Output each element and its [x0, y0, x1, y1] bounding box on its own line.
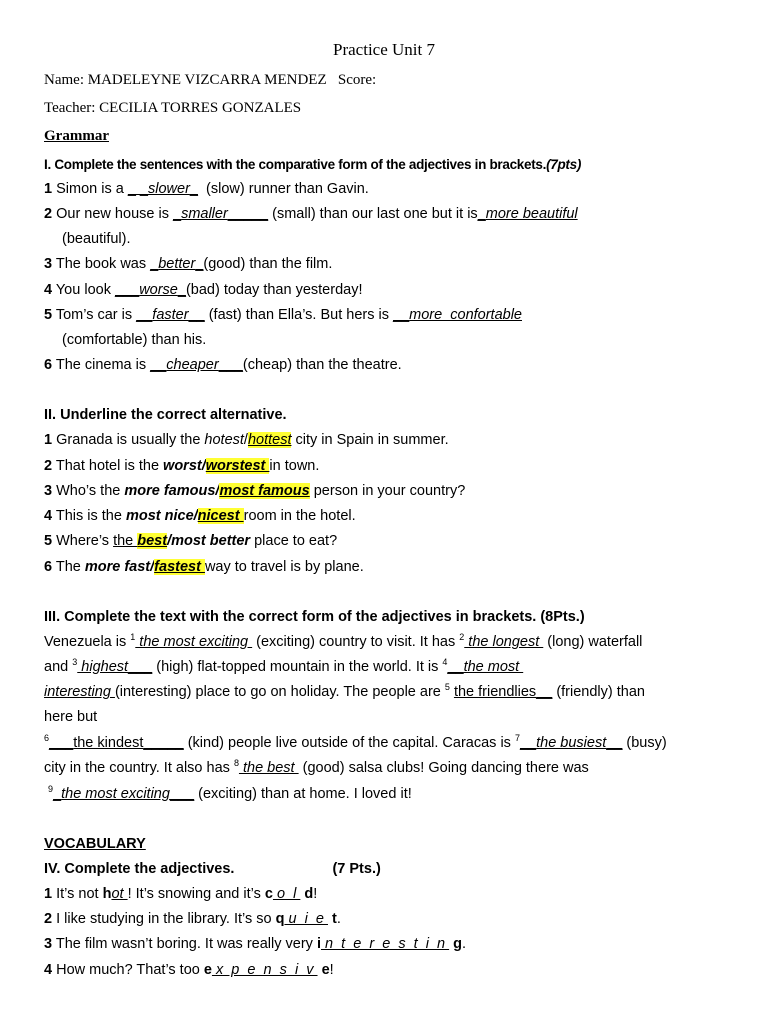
answer: the busiest	[536, 735, 607, 751]
item-number: 3	[44, 936, 53, 952]
answer: u i e	[284, 911, 328, 927]
blank: ___	[218, 357, 243, 373]
s4-item-2	[44, 909, 341, 929]
given-letter: q	[275, 911, 285, 927]
answer: the most	[463, 659, 524, 675]
s2-item-1	[44, 430, 449, 450]
teacher-label: Teacher:	[44, 100, 96, 116]
given-letter: e	[203, 962, 212, 978]
selected-option: nicest	[197, 508, 244, 524]
item-number: 5	[44, 533, 53, 549]
item-text: (cheap) than the theatre.	[242, 357, 402, 373]
s1-item-5	[44, 305, 522, 325]
gap-number: 5	[444, 682, 450, 693]
passage-text: (high) flat-topped mountain in the world. It is	[152, 659, 443, 675]
item-text: I like studying in the library. It’s so	[52, 911, 276, 927]
item-text: (good) than the film.	[203, 256, 333, 272]
passage-text: (long) waterfall	[543, 634, 643, 650]
s1-item-3	[44, 254, 332, 274]
s1-item-4	[44, 280, 362, 300]
s3-line-7	[44, 784, 412, 804]
given-letter: e	[321, 962, 330, 978]
item-text: .	[336, 911, 341, 927]
item-number: 3	[44, 256, 53, 272]
section-3-heading: III. Complete the text with the correct form of the adjectives in brackets. (8Pts.)	[44, 609, 585, 625]
answer: cheaper	[166, 357, 219, 373]
answer: the most exciting	[135, 634, 253, 650]
blank: __	[393, 307, 410, 323]
blank: _	[195, 256, 204, 272]
section-1-heading	[44, 155, 581, 175]
separator: /	[243, 432, 248, 448]
section-4-points: (7 Pts.)	[332, 861, 381, 877]
answer: the kindest	[73, 735, 144, 751]
s4-item-1	[44, 884, 317, 904]
option: most better	[171, 533, 251, 549]
item-text: place to eat?	[250, 533, 338, 549]
section-4-heading	[44, 859, 381, 879]
answer: the best	[238, 760, 299, 776]
item-text: person in your country?	[309, 483, 466, 499]
answer: smaller	[181, 206, 228, 222]
answer: ot	[111, 886, 128, 902]
item-number: 4	[44, 962, 53, 978]
s2-item-3	[44, 481, 465, 501]
s3-line-1	[44, 632, 642, 652]
option: worst	[163, 458, 202, 474]
item-number: 1	[44, 181, 53, 197]
item-number: 2	[44, 458, 53, 474]
answer: interesting	[44, 684, 115, 700]
item-text: (small) than our last one but it is	[268, 206, 478, 222]
item-number: 3	[44, 483, 53, 499]
teacher-name: CECILIA TORRES GONZALES	[99, 100, 302, 116]
blank: _____	[143, 735, 184, 751]
gap-number: 8	[233, 758, 239, 769]
gap-number: 9	[48, 784, 54, 795]
student-name: MADELEYNE VIZCARRA MENDEZ	[87, 72, 327, 88]
given-letter: d	[304, 886, 314, 902]
blank: __	[150, 357, 167, 373]
blank: __	[447, 659, 464, 675]
gap-number: 6	[44, 733, 50, 744]
item-text: !	[329, 962, 334, 978]
item-text: The	[52, 559, 85, 575]
passage-text: (exciting) than at home. I loved it!	[194, 786, 412, 802]
item-text: .	[462, 936, 467, 952]
blank: _	[477, 206, 486, 222]
item-text: Our new house is	[52, 206, 173, 222]
item-text: The cinema is	[52, 357, 151, 373]
answer: o l	[272, 886, 301, 902]
answer: better	[158, 256, 196, 272]
given-letter: i	[316, 936, 321, 952]
vocabulary-heading: VOCABULARY	[44, 836, 146, 852]
s2-item-2	[44, 456, 319, 476]
item-text: way to travel is by plane.	[204, 559, 364, 575]
item-number: 1	[44, 432, 53, 448]
passage-text: (kind) people live outside of the capital. Caracas is	[183, 735, 515, 751]
item-text: (slow) runner than Gavin.	[197, 181, 369, 197]
section-1-instructions: I. Complete the sentences with the comparative form of the adjectives in brackets.	[44, 157, 547, 172]
s3-line-5	[44, 733, 667, 753]
section-4-instructions: IV. Complete the adjectives.	[44, 861, 235, 877]
blank: _	[189, 181, 198, 197]
separator: /	[201, 458, 206, 474]
s3-line-4: here but	[44, 709, 98, 725]
separator: /	[193, 508, 198, 524]
item-number: 6	[44, 357, 53, 373]
blank: ___	[169, 786, 195, 802]
passage-text: Venezuela is	[44, 634, 131, 650]
item-text: Where’s	[52, 533, 114, 549]
item-text: (fast) than Ella’s. But hers is	[204, 307, 394, 323]
item-text: This is the	[52, 508, 126, 524]
s1-item-2	[44, 204, 578, 224]
item-text: city in Spain in summer.	[291, 432, 449, 448]
answer: faster	[152, 307, 189, 323]
blank: __	[136, 307, 153, 323]
gap-number: 3	[72, 657, 78, 668]
s1-item-5-cont: (comfortable) than his.	[62, 332, 207, 348]
item-text: room in the hotel.	[243, 508, 356, 524]
option: more fast	[84, 559, 151, 575]
blank: _ _	[127, 181, 148, 197]
blank: __	[536, 684, 553, 700]
separator: /	[215, 483, 220, 499]
answer: more confortable	[409, 307, 522, 323]
item-number: 6	[44, 559, 53, 575]
item-text: It’s not	[52, 886, 103, 902]
item-text: Who’s the	[52, 483, 125, 499]
answer: slower	[148, 181, 190, 197]
name-line	[44, 72, 376, 89]
separator: /	[150, 559, 155, 575]
blank: _	[172, 206, 182, 222]
selected-option: worstest	[205, 458, 270, 474]
s2-item-6	[44, 557, 364, 577]
item-number: 4	[44, 282, 53, 298]
score-label: Score:	[337, 72, 377, 88]
passage-text: (interesting) place to go on holiday. The people are	[114, 684, 445, 700]
s2-item-5	[44, 531, 337, 551]
blank: ___	[49, 735, 74, 751]
blank: _	[177, 282, 186, 298]
blank: ___	[128, 659, 153, 675]
answer: highest	[77, 659, 129, 675]
item-number: 4	[44, 508, 53, 524]
passage-text: city in the country. It also has	[44, 760, 234, 776]
item-number: 1	[44, 886, 53, 902]
item-text: That hotel is the	[52, 458, 164, 474]
blank: __	[188, 307, 205, 323]
blank: _____	[227, 206, 269, 222]
page-title: Practice Unit 7	[333, 40, 435, 59]
item-number: 2	[44, 206, 53, 222]
selected-option: most famous	[219, 483, 310, 499]
item-text: Granada is usually the	[52, 432, 205, 448]
teacher-line	[44, 100, 301, 117]
item-text: ! It’s snowing and it’s	[127, 886, 265, 902]
given-letter: g	[453, 936, 462, 952]
item-text: in town.	[269, 458, 320, 474]
section-1-points: (7pts)	[546, 157, 582, 172]
item-text: (bad) today than yesterday!	[185, 282, 363, 298]
blank: _	[150, 256, 159, 272]
gap-number: 2	[459, 632, 465, 643]
item-text: The film wasn’t boring. It was really very	[52, 936, 317, 952]
blank: __	[519, 735, 537, 751]
item-text: Tom’s car is	[52, 307, 137, 323]
answer: the friendlies	[453, 684, 537, 700]
given-letter: h	[102, 886, 112, 902]
section-2-heading: II. Underline the correct alternative.	[44, 407, 287, 423]
answer: the longest	[464, 634, 544, 650]
item-text: !	[313, 886, 318, 902]
selected-option: best	[137, 533, 168, 549]
grammar-heading: Grammar	[44, 128, 109, 144]
option: more famous	[124, 483, 216, 499]
given-letter: t	[332, 911, 337, 927]
answer: x p e n s i v	[211, 962, 318, 978]
passage-text: (friendly) than	[552, 684, 645, 700]
passage-text: and	[44, 659, 73, 675]
s3-line-3	[44, 682, 645, 702]
s1-item-2-cont: (beautiful).	[62, 231, 131, 247]
gap-number: 4	[442, 657, 448, 668]
passage-text: (good) salsa clubs! Going dancing there was	[298, 760, 589, 776]
answer: more beautiful	[485, 206, 578, 222]
s4-item-3	[44, 934, 466, 954]
item-text: You look	[52, 282, 115, 298]
item-number: 2	[44, 911, 53, 927]
s1-item-1	[44, 179, 369, 199]
s4-item-4	[44, 960, 334, 980]
blank: _	[53, 786, 62, 802]
gap-number: 7	[514, 733, 520, 744]
passage-text: (exciting) country to visit. It has	[252, 634, 460, 650]
passage-text: (busy)	[622, 735, 667, 751]
item-text: The book was	[52, 256, 151, 272]
s3-line-6	[44, 758, 589, 778]
answer: the most exciting	[61, 786, 170, 802]
option: hotest	[204, 432, 244, 448]
gap-number: 1	[130, 632, 136, 643]
s2-item-4	[44, 506, 356, 526]
option: most nice	[125, 508, 194, 524]
separator: /	[167, 533, 172, 549]
item-text: How much? That’s too	[52, 962, 204, 978]
name-label: Name:	[44, 72, 84, 88]
answer: n t e r e s t i n	[320, 936, 450, 952]
given-letter: c	[264, 886, 273, 902]
item-text: the	[113, 533, 138, 549]
selected-option: hottest	[247, 432, 292, 448]
s1-item-6	[44, 355, 402, 375]
answer: worse	[139, 282, 178, 298]
item-text: Simon is a	[52, 181, 128, 197]
item-number: 5	[44, 307, 53, 323]
blank: __	[606, 735, 623, 751]
s3-line-2	[44, 657, 523, 677]
selected-option: fastest	[154, 559, 205, 575]
blank: ___	[114, 282, 140, 298]
